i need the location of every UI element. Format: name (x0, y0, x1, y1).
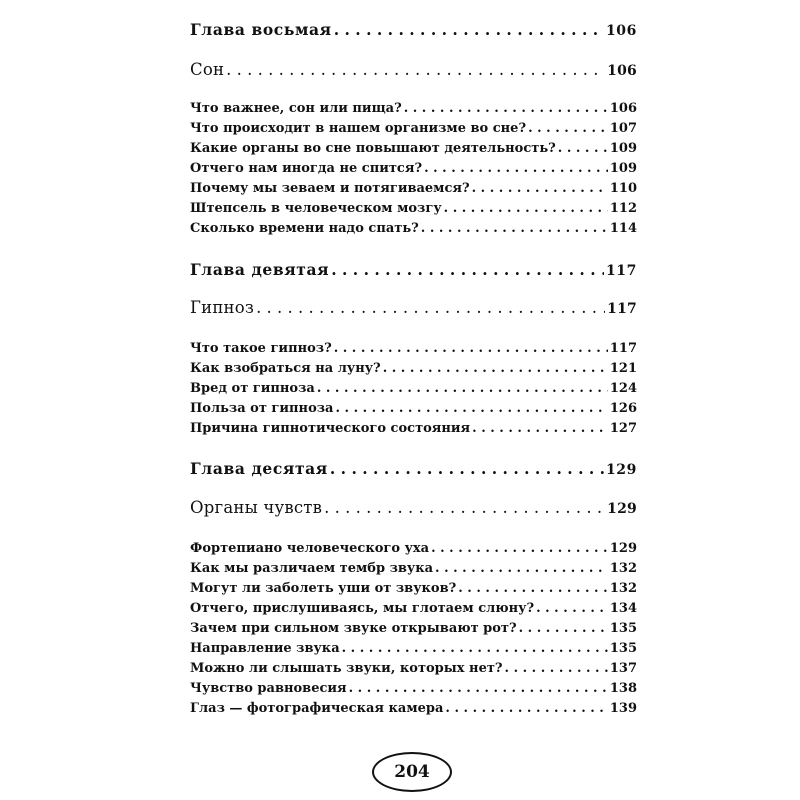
toc-title: Сколько времени надо спать? (190, 221, 419, 236)
toc-leader (536, 601, 608, 616)
toc-entry (190, 601, 637, 616)
toc-page: 109 (609, 141, 637, 156)
toc-title: Гипноз (190, 298, 255, 317)
toc-leader (505, 661, 608, 676)
page-number-oval (372, 752, 452, 792)
toc-page: 127 (609, 421, 637, 436)
toc-title: Вред от гипноза (190, 381, 315, 396)
toc-leader (324, 498, 605, 517)
toc-title: Почему мы зеваем и потягиваемся? (190, 181, 470, 196)
page-number: 204 (394, 762, 430, 782)
toc-entry (190, 361, 637, 376)
toc-entry (190, 641, 637, 656)
toc-entry (190, 581, 637, 596)
toc-leader (435, 561, 608, 576)
toc-page: 106 (609, 101, 637, 116)
toc-title: Причина гипнотического состояния (190, 421, 471, 436)
toc-leader (334, 341, 608, 356)
toc-title: Фортепиано человеческого уха (190, 541, 430, 556)
toc-entry (190, 541, 637, 556)
toc-chapter-9 (190, 260, 637, 279)
toc-page: 126 (609, 401, 637, 416)
toc-title: Польза от гипноза (190, 401, 334, 416)
toc-leader (404, 101, 608, 116)
toc-section (190, 498, 637, 517)
toc-title: Глава десятая (190, 459, 328, 478)
toc-page: 137 (609, 661, 637, 676)
toc-title: Какие органы во сне повышают деятельность? (190, 141, 556, 156)
toc-entry (190, 181, 637, 196)
toc-page: 121 (609, 361, 637, 376)
toc-entry (190, 161, 637, 176)
toc-section (190, 298, 637, 317)
toc-entry (190, 401, 637, 416)
toc-entry (190, 101, 637, 116)
toc-title: Направление звука (190, 641, 340, 656)
toc-title: Чувство равновесия (190, 681, 347, 696)
toc-page: 112 (609, 201, 637, 216)
toc-leader (444, 201, 608, 216)
toc-page: 110 (609, 181, 637, 196)
toc-title: Зачем при сильном звуке открывают рот? (190, 621, 517, 636)
toc-entry (190, 621, 637, 636)
toc-leader (445, 701, 607, 716)
toc-page: 117 (605, 263, 637, 279)
toc-leader (335, 401, 607, 416)
toc-leader (431, 541, 608, 556)
toc-page: 109 (609, 161, 637, 176)
toc-leader (458, 581, 608, 596)
toc-leader (334, 20, 604, 39)
toc-title: Сон (190, 60, 225, 79)
toc-page: 139 (609, 701, 637, 716)
toc-entry (190, 381, 637, 396)
toc-title: Могут ли заболеть уши от звуков? (190, 581, 457, 596)
toc-entry (190, 221, 637, 236)
toc-page: 124 (609, 381, 637, 396)
toc-leader (472, 421, 608, 436)
toc-section (190, 60, 637, 79)
toc-page: 132 (609, 581, 637, 596)
toc-entry (190, 681, 637, 696)
toc-title: Можно ли слышать звуки, которых нет? (190, 661, 503, 676)
toc-chapter-8 (190, 20, 637, 39)
toc-leader (331, 260, 604, 279)
toc-leader (342, 641, 608, 656)
toc-page: 117 (609, 341, 637, 356)
toc-page: 107 (609, 121, 637, 136)
toc-title: Органы чувств (190, 498, 323, 517)
toc-page: 106 (605, 23, 637, 39)
toc-page: 135 (609, 641, 637, 656)
toc-title: Глаз — фотографическая камера (190, 701, 444, 716)
toc-title: Глава девятая (190, 260, 330, 279)
toc-page: 138 (609, 681, 637, 696)
toc-entry (190, 421, 637, 436)
toc-title: Что происходит в нашем организме во сне? (190, 121, 527, 136)
toc-page: 129 (607, 501, 637, 517)
toc-entry (190, 201, 637, 216)
toc-title: Отчего, прислушиваясь, мы глотаем слюну? (190, 601, 535, 616)
toc-leader (330, 459, 604, 478)
toc-title: Отчего нам иногда не спится? (190, 161, 423, 176)
toc-page: 132 (609, 561, 637, 576)
toc-entry (190, 341, 637, 356)
toc-leader (424, 161, 608, 176)
toc-leader (421, 221, 608, 236)
toc-title: Что важнее, сон или пища? (190, 101, 402, 116)
toc-chapter-10 (190, 459, 637, 478)
toc-title: Штепсель в человеческом мозгу (190, 201, 442, 216)
toc-entry (190, 561, 637, 576)
toc-entry (190, 701, 637, 716)
toc-page: 106 (607, 63, 637, 79)
toc-entry (190, 141, 637, 156)
toc-title: Как взобраться на луну? (190, 361, 381, 376)
toc-leader (317, 381, 608, 396)
toc-page: 129 (609, 541, 637, 556)
toc-leader (349, 681, 608, 696)
toc-entry (190, 661, 637, 676)
toc-page: 134 (609, 601, 637, 616)
toc-leader (472, 181, 608, 196)
toc-entry (190, 121, 637, 136)
toc-page: 114 (609, 221, 637, 236)
toc-title: Как мы различаем тембр звука (190, 561, 434, 576)
toc-title: Что такое гипноз? (190, 341, 332, 356)
toc-title: Глава восьмая (190, 20, 332, 39)
toc-leader (519, 621, 608, 636)
toc-leader (558, 141, 608, 156)
toc-leader (226, 60, 605, 79)
toc-leader (528, 121, 608, 136)
toc-page: 117 (607, 301, 637, 317)
toc-page: 135 (609, 621, 637, 636)
toc-leader (256, 298, 605, 317)
toc-leader (383, 361, 608, 376)
toc-page: 129 (605, 462, 637, 478)
